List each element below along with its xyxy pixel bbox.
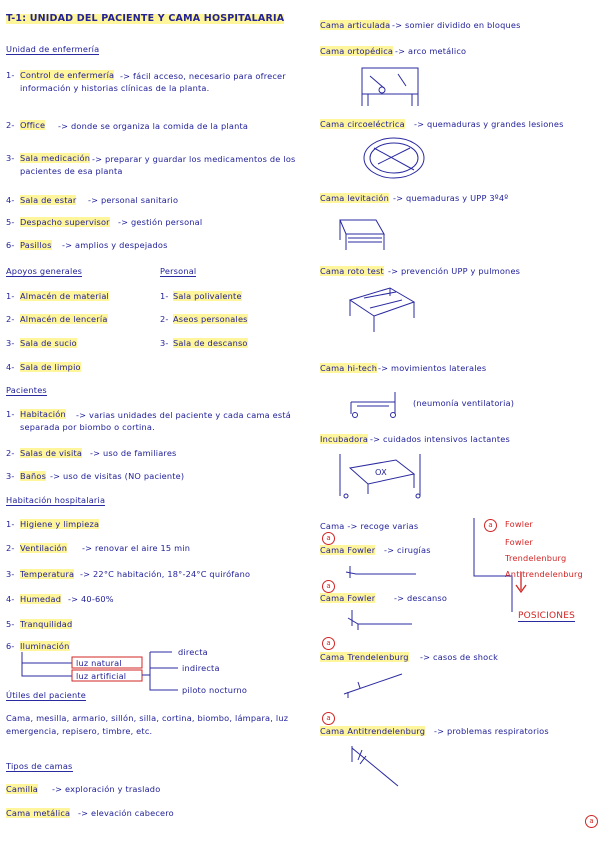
- list-item: Sala de sucio: [20, 338, 77, 348]
- marker-a-icon: a: [322, 712, 335, 725]
- section-heading-apoyos: Apoyos generales: [6, 266, 83, 276]
- posicion-item: Fowler: [505, 537, 534, 547]
- posiciones-label: POSICIONES: [518, 611, 576, 621]
- cama-recoge-text: Cama -> recoge varias: [320, 521, 419, 531]
- section-heading-personal: Personal: [160, 266, 197, 276]
- list-item: Aseos personales: [173, 314, 248, 324]
- marker-a-icon: a: [322, 532, 335, 545]
- list-item-num: 4-: [6, 362, 15, 372]
- page-title: T-1: UNIDAD DEL PACIENTE Y CAMA HOSPITALARIA: [6, 13, 285, 24]
- list-item-num: 3-: [160, 338, 169, 348]
- utiles-text: Cama, mesilla, armario, sillón, silla, cortina, biombo, lámpara, luz emergencia, repisero, timbre, etc.: [6, 713, 289, 736]
- section-heading-tipos-camas: Tipos de camas: [6, 761, 73, 771]
- list-item: Sala de limpio: [20, 362, 81, 372]
- list-item: Sala de descanso: [173, 338, 248, 348]
- section-heading-utiles: Útiles del paciente: [6, 690, 87, 700]
- list-item: Sala polivalente: [173, 291, 242, 301]
- page-mark-icon: a: [585, 815, 598, 828]
- section-heading-unidad-enfermeria: Unidad de enfermería: [6, 44, 100, 54]
- section-heading-pacientes: Pacientes: [6, 385, 47, 395]
- posicion-item: Antitrendelenburg: [505, 569, 583, 579]
- list-item-num: 2-: [6, 314, 15, 324]
- hitech-note: (neumonía ventilatoria): [413, 398, 515, 408]
- list-item: Almacén de material: [20, 291, 110, 301]
- cama-antitrendelenburg-drawing: [346, 742, 406, 792]
- luz-tipo: piloto nocturno: [182, 685, 248, 695]
- posicion-item: Fowler: [505, 519, 534, 529]
- cama-trendelenburg-drawing: [340, 668, 410, 698]
- marker-a-icon: a: [322, 580, 335, 593]
- list-item-num: 1-: [160, 291, 169, 301]
- marker-a-icon: a: [484, 519, 497, 532]
- luz-natural-label: luz natural: [76, 658, 122, 668]
- luz-tipo: directa: [178, 647, 208, 657]
- list-item-num: 1-: [6, 291, 15, 301]
- section-heading-habitacion: Habitación hospitalaria: [6, 495, 106, 505]
- list-item-num: 2-: [160, 314, 169, 324]
- posicion-item: Trendelenburg: [505, 553, 567, 563]
- cama-fowler-drawing: [342, 562, 422, 582]
- marker-a-icon: a: [322, 637, 335, 650]
- list-item: Almacén de lencería: [20, 314, 108, 324]
- cama-fowler-descanso-drawing: [346, 608, 416, 632]
- luz-tipo: indirecta: [182, 663, 220, 673]
- incubadora-label: OX: [375, 467, 387, 477]
- luz-artificial-label: luz artificial: [76, 671, 127, 681]
- list-item-num: 3-: [6, 338, 15, 348]
